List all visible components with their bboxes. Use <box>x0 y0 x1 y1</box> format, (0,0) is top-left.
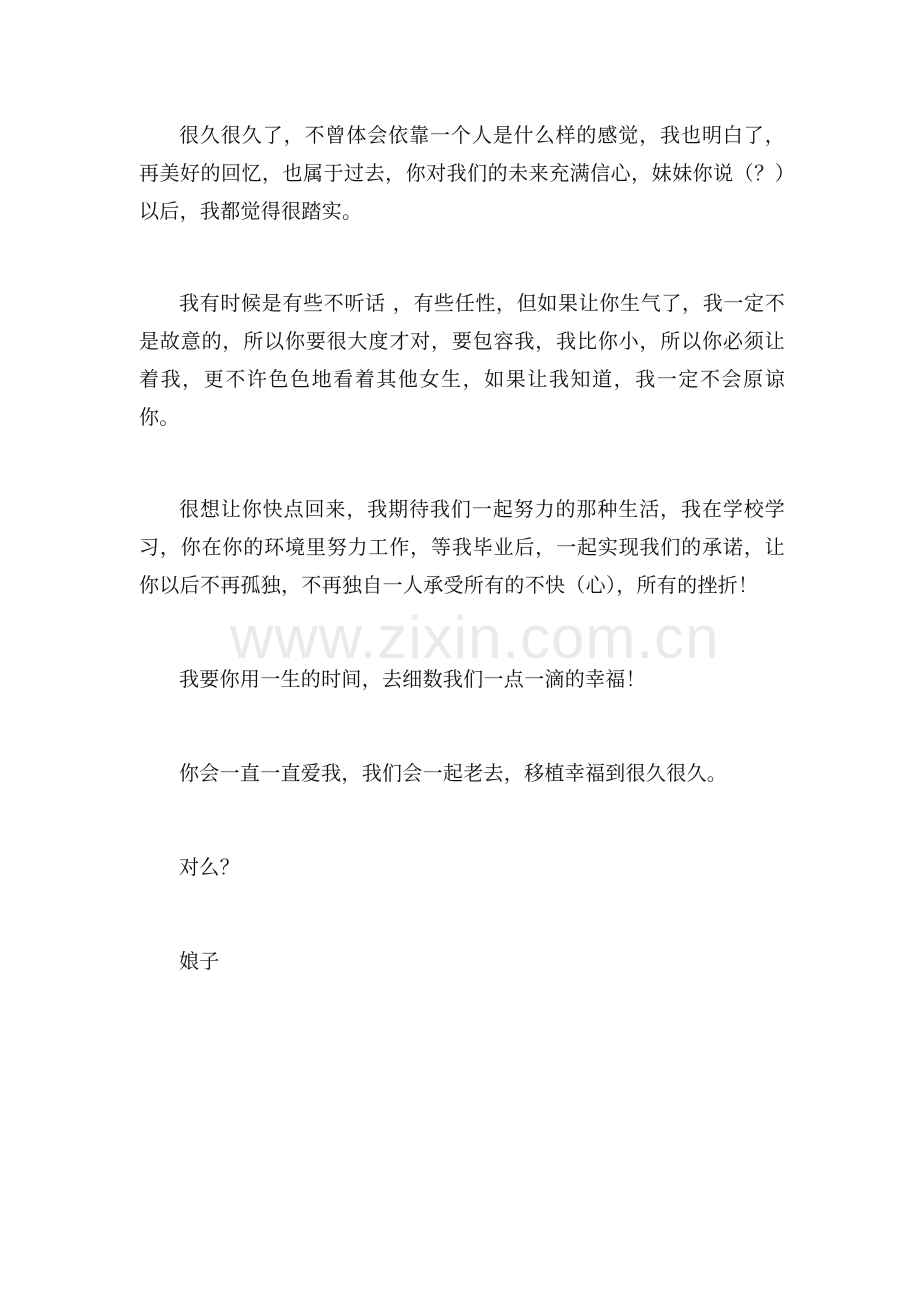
watermark-text: www.zixin.com.cn <box>230 604 720 671</box>
document-body <box>139 116 785 980</box>
paragraph-spacer <box>139 886 785 942</box>
paragraph-spacer <box>139 230 785 284</box>
paragraph-spacer <box>139 792 785 848</box>
paragraph-3: 很想让你快点回来，我期待我们一起努力的那种生活，我在学校学习，你在你的环境里努力工作，等我毕业后，一起实现我们的承诺，让你以后不再孤独，不再独自一人承受所有的不快（心），所有的挫折！ <box>139 497 785 597</box>
paragraph-spacer <box>139 604 785 660</box>
paragraph-2: 我有时候是有些不听话 ，有些任性，但如果让你生气了，我一定不是故意的，所以你要很大度才对，要包容我，我比你小，所以你必须让着我，更不许色色地看着其他女生，如果让我知道，我一定不会原谅你。 <box>139 291 785 429</box>
paragraph-7: 娘子 <box>179 949 220 973</box>
paragraph-spacer <box>139 436 785 490</box>
paragraph-1: 很久很久了，不曾体会依靠一个人是什么样的感觉，我也明白了，再美好的回忆，也属于过去，你对我们的未来充满信心，妹妹你说（？）以后，我都觉得很踏实。 <box>139 123 785 223</box>
paragraph-6: 对么？ <box>179 855 240 879</box>
paragraph-spacer <box>139 698 785 754</box>
paragraph-4: 我要你用一生的时间，去细数我们一点一滴的幸福！ <box>179 667 646 691</box>
paragraph-5: 你会一直一直爱我，我们会一起老去，移植幸福到很久很久。 <box>179 761 728 785</box>
